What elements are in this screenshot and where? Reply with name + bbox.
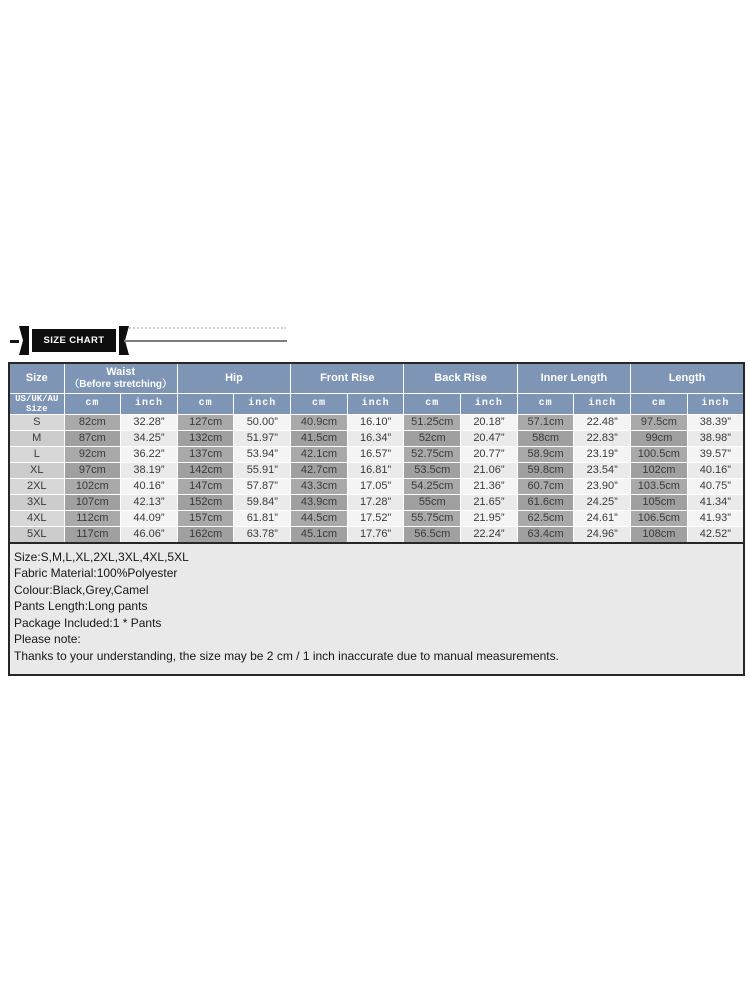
measure-cm-cell: 63.4cm <box>517 527 574 543</box>
measure-inch-cell: 38.39” <box>687 415 744 431</box>
measure-inch-cell: 55.91” <box>234 463 291 479</box>
measure-cm-cell: 82cm <box>64 415 121 431</box>
size-cell: L <box>9 447 64 463</box>
measure-cm-cell: 117cm <box>64 527 121 543</box>
measure-cm-cell: 103.5cm <box>631 479 688 495</box>
col-header-waist-label: Waist <box>106 366 136 379</box>
measure-cm-cell: 105cm <box>631 495 688 511</box>
measure-cm-cell: 102cm <box>631 463 688 479</box>
measure-inch-cell: 32.28” <box>121 415 178 431</box>
measure-cm-cell: 97.5cm <box>631 415 688 431</box>
measure-inch-cell: 42.52” <box>687 527 744 543</box>
measure-inch-cell: 39.57” <box>687 447 744 463</box>
size-cell: XL <box>9 463 64 479</box>
measure-cm-cell: 44.5cm <box>291 511 348 527</box>
unit-header-row <box>9 393 744 415</box>
col-header-size <box>9 363 64 393</box>
measure-cm-cell: 112cm <box>64 511 121 527</box>
size-table-header <box>9 363 744 415</box>
col-header-hip-label: Hip <box>225 371 243 384</box>
measure-inch-cell: 38.19” <box>121 463 178 479</box>
measure-cm-cell: 41.5cm <box>291 431 348 447</box>
note-line: Fabric Material:100%Polyester <box>14 566 178 581</box>
measure-inch-cell: 38.98” <box>687 431 744 447</box>
size-chart-banner <box>0 327 750 357</box>
measure-inch-cell: 23.90” <box>574 479 631 495</box>
measure-cm-cell: 152cm <box>177 495 234 511</box>
size-cell: 3XL <box>9 495 64 511</box>
unit-header-cm: cm <box>291 393 348 415</box>
unit-header-cm: cm <box>517 393 574 415</box>
col-header-back-rise <box>404 363 517 393</box>
note-line: Thanks to your understanding, the size may be 2 cm / 1 inch inaccurate due to manual measurements. <box>14 648 559 663</box>
col-header-front-rise-label: Front Rise <box>320 371 375 384</box>
col-header-length-label: Length <box>668 371 706 384</box>
col-header-size-label: Size <box>25 371 48 384</box>
measure-inch-cell: 41.34” <box>687 495 744 511</box>
measure-cm-cell: 55.75cm <box>404 511 461 527</box>
measure-inch-cell: 42.13” <box>121 495 178 511</box>
measure-inch-cell: 21.65” <box>461 495 518 511</box>
table-row <box>9 463 744 479</box>
measure-cm-cell: 42.7cm <box>291 463 348 479</box>
measure-cm-cell: 52cm <box>404 431 461 447</box>
measure-cm-cell: 51.25cm <box>404 415 461 431</box>
measure-inch-cell: 24.96” <box>574 527 631 543</box>
measure-cm-cell: 106.5cm <box>631 511 688 527</box>
measure-inch-cell: 63.78” <box>234 527 291 543</box>
col-header-length <box>631 363 744 393</box>
ribbon-badge <box>32 329 116 352</box>
measure-cm-cell: 58.9cm <box>517 447 574 463</box>
measure-inch-cell: 36.22” <box>121 447 178 463</box>
size-cell: 5XL <box>9 527 64 543</box>
col-header-us-uk-au-size <box>9 393 64 415</box>
banner-dotted-line <box>126 327 286 329</box>
measure-inch-cell: 53.94” <box>234 447 291 463</box>
measure-cm-cell: 87cm <box>64 431 121 447</box>
measure-cm-cell: 61.6cm <box>517 495 574 511</box>
measure-inch-cell: 59.84” <box>234 495 291 511</box>
table-row <box>9 527 744 543</box>
measure-inch-cell: 23.19” <box>574 447 631 463</box>
note-line: Colour:Black,Grey,Camel <box>14 582 149 597</box>
measure-inch-cell: 50.00” <box>234 415 291 431</box>
measure-inch-cell: 16.34” <box>347 431 404 447</box>
notes-box <box>8 544 745 677</box>
measure-cm-cell: 162cm <box>177 527 234 543</box>
unit-header-inch: inch <box>347 393 404 415</box>
group-header-row <box>9 363 744 393</box>
measure-cm-cell: 102cm <box>64 479 121 495</box>
measure-inch-cell: 16.81” <box>347 463 404 479</box>
measure-cm-cell: 127cm <box>177 415 234 431</box>
unit-header-cm: cm <box>404 393 461 415</box>
col-header-waist-subnote: （Before stretching） <box>69 378 173 390</box>
measure-cm-cell: 108cm <box>631 527 688 543</box>
measure-inch-cell: 24.25” <box>574 495 631 511</box>
measure-cm-cell: 137cm <box>177 447 234 463</box>
measure-inch-cell: 17.76” <box>347 527 404 543</box>
measure-inch-cell: 34.25” <box>121 431 178 447</box>
size-table <box>8 362 745 544</box>
measure-cm-cell: 52.75cm <box>404 447 461 463</box>
note-line: Pants Length:Long pants <box>14 599 148 614</box>
measure-cm-cell: 42.1cm <box>291 447 348 463</box>
measure-inch-cell: 20.18” <box>461 415 518 431</box>
measure-cm-cell: 53.5cm <box>404 463 461 479</box>
col-header-front-rise <box>291 363 404 393</box>
measure-cm-cell: 147cm <box>177 479 234 495</box>
banner-title: SIZE CHART <box>43 335 105 346</box>
measure-inch-cell: 51.97” <box>234 431 291 447</box>
size-cell: 2XL <box>9 479 64 495</box>
table-row <box>9 447 744 463</box>
size-cell: 4XL <box>9 511 64 527</box>
unit-header-inch: inch <box>687 393 744 415</box>
unit-header-inch: inch <box>574 393 631 415</box>
unit-header-cm: cm <box>631 393 688 415</box>
note-line: Package Included:1 * Pants <box>14 615 162 630</box>
note-line: Size:S,M,L,XL,2XL,3XL,4XL,5XL <box>14 549 189 564</box>
measure-cm-cell: 92cm <box>64 447 121 463</box>
measure-cm-cell: 99cm <box>631 431 688 447</box>
unit-header-inch: inch <box>461 393 518 415</box>
measure-inch-cell: 22.24” <box>461 527 518 543</box>
size-table-body <box>9 415 744 543</box>
measure-inch-cell: 21.95” <box>461 511 518 527</box>
measure-cm-cell: 132cm <box>177 431 234 447</box>
table-row <box>9 511 744 527</box>
measure-cm-cell: 60.7cm <box>517 479 574 495</box>
table-row <box>9 495 744 511</box>
measure-cm-cell: 142cm <box>177 463 234 479</box>
measure-inch-cell: 22.83” <box>574 431 631 447</box>
measure-cm-cell: 100.5cm <box>631 447 688 463</box>
col-header-inner-length <box>517 363 630 393</box>
col-header-back-rise-label: Back Rise <box>434 371 487 384</box>
measure-cm-cell: 54.25cm <box>404 479 461 495</box>
measure-inch-cell: 17.05” <box>347 479 404 495</box>
measure-cm-cell: 57.1cm <box>517 415 574 431</box>
size-cell: M <box>9 431 64 447</box>
table-row <box>9 415 744 431</box>
measure-inch-cell: 40.75” <box>687 479 744 495</box>
col-header-inner-length-label: Inner Length <box>540 371 608 384</box>
size-chart-sheet <box>8 362 745 676</box>
measure-inch-cell: 40.16” <box>121 479 178 495</box>
measure-cm-cell: 58cm <box>517 431 574 447</box>
measure-cm-cell: 59.8cm <box>517 463 574 479</box>
measure-inch-cell: 16.10” <box>347 415 404 431</box>
measure-inch-cell: 24.61” <box>574 511 631 527</box>
measure-cm-cell: 40.9cm <box>291 415 348 431</box>
size-word-label: Size <box>25 403 48 414</box>
unit-header-cm: cm <box>64 393 121 415</box>
measure-inch-cell: 22.48” <box>574 415 631 431</box>
measure-inch-cell: 17.28” <box>347 495 404 511</box>
unit-header-inch: inch <box>234 393 291 415</box>
measure-cm-cell: 97cm <box>64 463 121 479</box>
measure-inch-cell: 46.06” <box>121 527 178 543</box>
measure-cm-cell: 45.1cm <box>291 527 348 543</box>
measure-cm-cell: 107cm <box>64 495 121 511</box>
measure-inch-cell: 21.06” <box>461 463 518 479</box>
measure-cm-cell: 157cm <box>177 511 234 527</box>
measure-cm-cell: 43.3cm <box>291 479 348 495</box>
measure-inch-cell: 16.57” <box>347 447 404 463</box>
measure-inch-cell: 41.93” <box>687 511 744 527</box>
measure-inch-cell: 40.16” <box>687 463 744 479</box>
unit-header-inch: inch <box>121 393 178 415</box>
measure-inch-cell: 21.36” <box>461 479 518 495</box>
measure-inch-cell: 17.52” <box>347 511 404 527</box>
banner-left-dash <box>10 340 19 343</box>
measure-inch-cell: 61.81” <box>234 511 291 527</box>
table-row <box>9 431 744 447</box>
table-row <box>9 479 744 495</box>
measure-cm-cell: 43.9cm <box>291 495 348 511</box>
measure-inch-cell: 57.87” <box>234 479 291 495</box>
measure-inch-cell: 44.09” <box>121 511 178 527</box>
col-header-hip <box>177 363 290 393</box>
unit-header-cm: cm <box>177 393 234 415</box>
measure-cm-cell: 55cm <box>404 495 461 511</box>
col-header-waist <box>64 363 177 393</box>
measure-inch-cell: 20.77” <box>461 447 518 463</box>
measure-cm-cell: 56.5cm <box>404 527 461 543</box>
size-standard-label: US/UK/AU <box>15 393 59 404</box>
measure-inch-cell: 20.47” <box>461 431 518 447</box>
measure-inch-cell: 23.54” <box>574 463 631 479</box>
size-cell: S <box>9 415 64 431</box>
measure-cm-cell: 62.5cm <box>517 511 574 527</box>
note-line: Please note: <box>14 632 81 647</box>
banner-horizontal-rule <box>124 340 287 342</box>
